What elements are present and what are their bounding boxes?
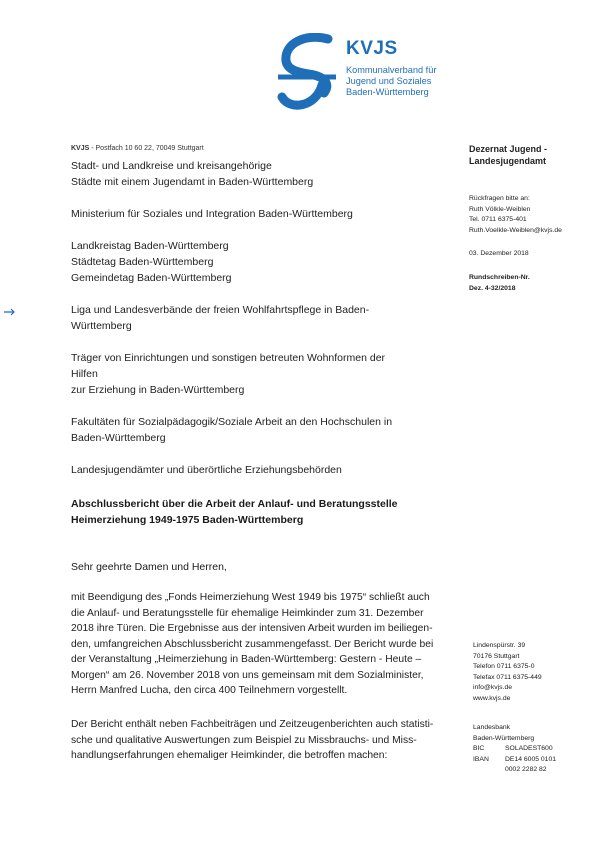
body-line: 2018 ihre Türen. Die Ergebnisse aus der intensiven Arbeit wurden im beiliegen- [71,623,433,634]
bank-iban-row [473,755,556,766]
body-paragraph [71,717,460,764]
bank-iban-row-continued [473,765,556,776]
recipient-group [71,238,411,286]
address-website[interactable]: www.kvjs.de [473,694,511,702]
address-line: Telefax 0711 6375-449 [473,673,542,681]
department-line: Landesjugendamt [469,156,547,166]
contact-line: Tel. 0711 6375-401 [469,216,527,223]
recipient-group [71,414,411,446]
recipient-line: Städte mit einem Jugendamt in Baden-Württemberg [71,176,314,188]
logo-subtitle [346,65,436,98]
salutation: Sehr geehrte Damen und Herren, [71,561,227,573]
body-line: den, umfangreichen Abschlussbericht zusammengefasst. Der Bericht wurde bei [71,638,434,650]
subject-line: Abschlussbericht über die Arbeit der Anlauf- und Beratungsstelle [71,498,398,510]
iban-label: IBAN [473,755,489,763]
address-line: Lindenspürstr. 39 [473,642,526,649]
circular-number [469,272,594,294]
iban-value-continued: 0002 2282 82 [505,766,547,774]
bank-details [473,723,556,776]
recipient-line: Ministerium für Soziales und Integration Baden-Württemberg [71,208,353,220]
body-line: der Veranstaltung „Heimerziehung in Baden-Württemberg: Gestern - Heute – [71,654,422,665]
body-line: sche und qualitative Auswertungen zum Beispiel zu Missbrauchs- und Miss- [71,734,417,746]
iban-value: DE14 6005 0101 [505,755,557,763]
recipient-line: Liga und Landesverbände der freien Wohlfahrtspflege in Baden- [71,304,370,316]
recipient-line: Baden-Württemberg [71,432,166,444]
bic-label: BIC [473,745,485,753]
body-paragraph [71,590,460,699]
logo-subtitle-line: Jugend und Soziales [346,76,432,86]
recipient-group [71,302,411,334]
body-line: die Anlauf- und Beratungsstelle für ehemalige Heimkinder zum 31. Dezember [71,607,424,619]
address-line: 70176 Stuttgart [473,652,520,660]
sender-org: KVJS [71,145,90,152]
body-line: Morgen“ am 26. November 2018 von uns gemeinsam mit dem Sozialminister, [71,669,424,681]
contact-line: Ruth Völkle-Weiblen [469,205,531,213]
contact-email[interactable]: Ruth.Voelkle-Weiblen@kvjs.de [469,226,562,234]
body-line: Herrn Manfred Lucha, den circa 400 Teilnehmern vorgestellt. [71,685,348,696]
bic-value: SOLADEST600 [505,745,553,753]
kvjs-logo [276,33,456,113]
circular-line: Rundschreiben-Nr. [469,274,530,281]
recipient-line: Städtetag Baden-Württemberg [71,256,214,268]
recipient-list [71,158,411,494]
subject-line: Heimerziehung 1949-1975 Baden-Württemberg [71,514,304,526]
address-email[interactable]: info@kvjs.de [473,684,513,692]
recipient-group [71,462,411,478]
recipient-line: Stadt- und Landkreise und kreisangehörige [71,160,272,172]
address-line: Telefon 0711 6375-0 [473,663,535,671]
recipient-line: Gemeindetag Baden-Württemberg [71,272,232,284]
office-address [473,641,542,705]
arrow-right-icon [4,308,16,316]
recipient-line: Landesjugendämter und überörtliche Erziehungsbehörden [71,464,342,476]
body-line: mit Beendigung des „Fonds Heimerziehung West 1949 bis 1975“ schließt auch [71,592,430,603]
logo-subtitle-line: Kommunalverband für [346,65,437,75]
bank-bic-row [473,744,556,755]
kvjs-logo-mark-icon [276,33,338,113]
department-line: Dezernat Jugend - [469,144,548,154]
contact-line: Rückfragen bitte an: [469,195,530,202]
recipient-line: zur Erziehung in Baden-Württemberg [71,384,245,396]
recipient-line: Träger von Einrichtungen und sonstigen betreuten Wohnformen der Hilfen [71,352,386,380]
body-line: Der Bericht enthält neben Fachbeiträgen und Zeitzeugenberichten auch statisti- [71,719,434,730]
circular-line: Dez. 4-32/2018 [469,285,516,292]
department [469,143,594,167]
recipient-group [71,206,411,222]
bank-line: Baden-Württemberg [473,734,535,742]
recipient-line: Landkreistag Baden-Württemberg [71,240,229,252]
recipient-line: Fakultäten für Sozialpädagogik/Soziale Arbeit an den Hochschulen in [71,416,393,428]
recipient-group [71,158,411,190]
contact-block [469,194,594,236]
recipient-group [71,350,411,398]
sender-address: - Postfach 10 60 22, 70049 Stuttgart [89,145,204,152]
letter-date: 03. Dezember 2018 [469,250,529,257]
sender-line [71,145,204,152]
logo-subtitle-line: Baden-Württemberg [346,87,429,97]
bank-line: Landesbank [473,724,511,731]
recipient-line: Württemberg [71,320,132,332]
letter-subject [71,496,471,528]
logo-name: KVJS [346,38,398,59]
body-line: handlungserfahrungen ehemaliger Heimkinder, die betroffen machen: [71,750,388,761]
